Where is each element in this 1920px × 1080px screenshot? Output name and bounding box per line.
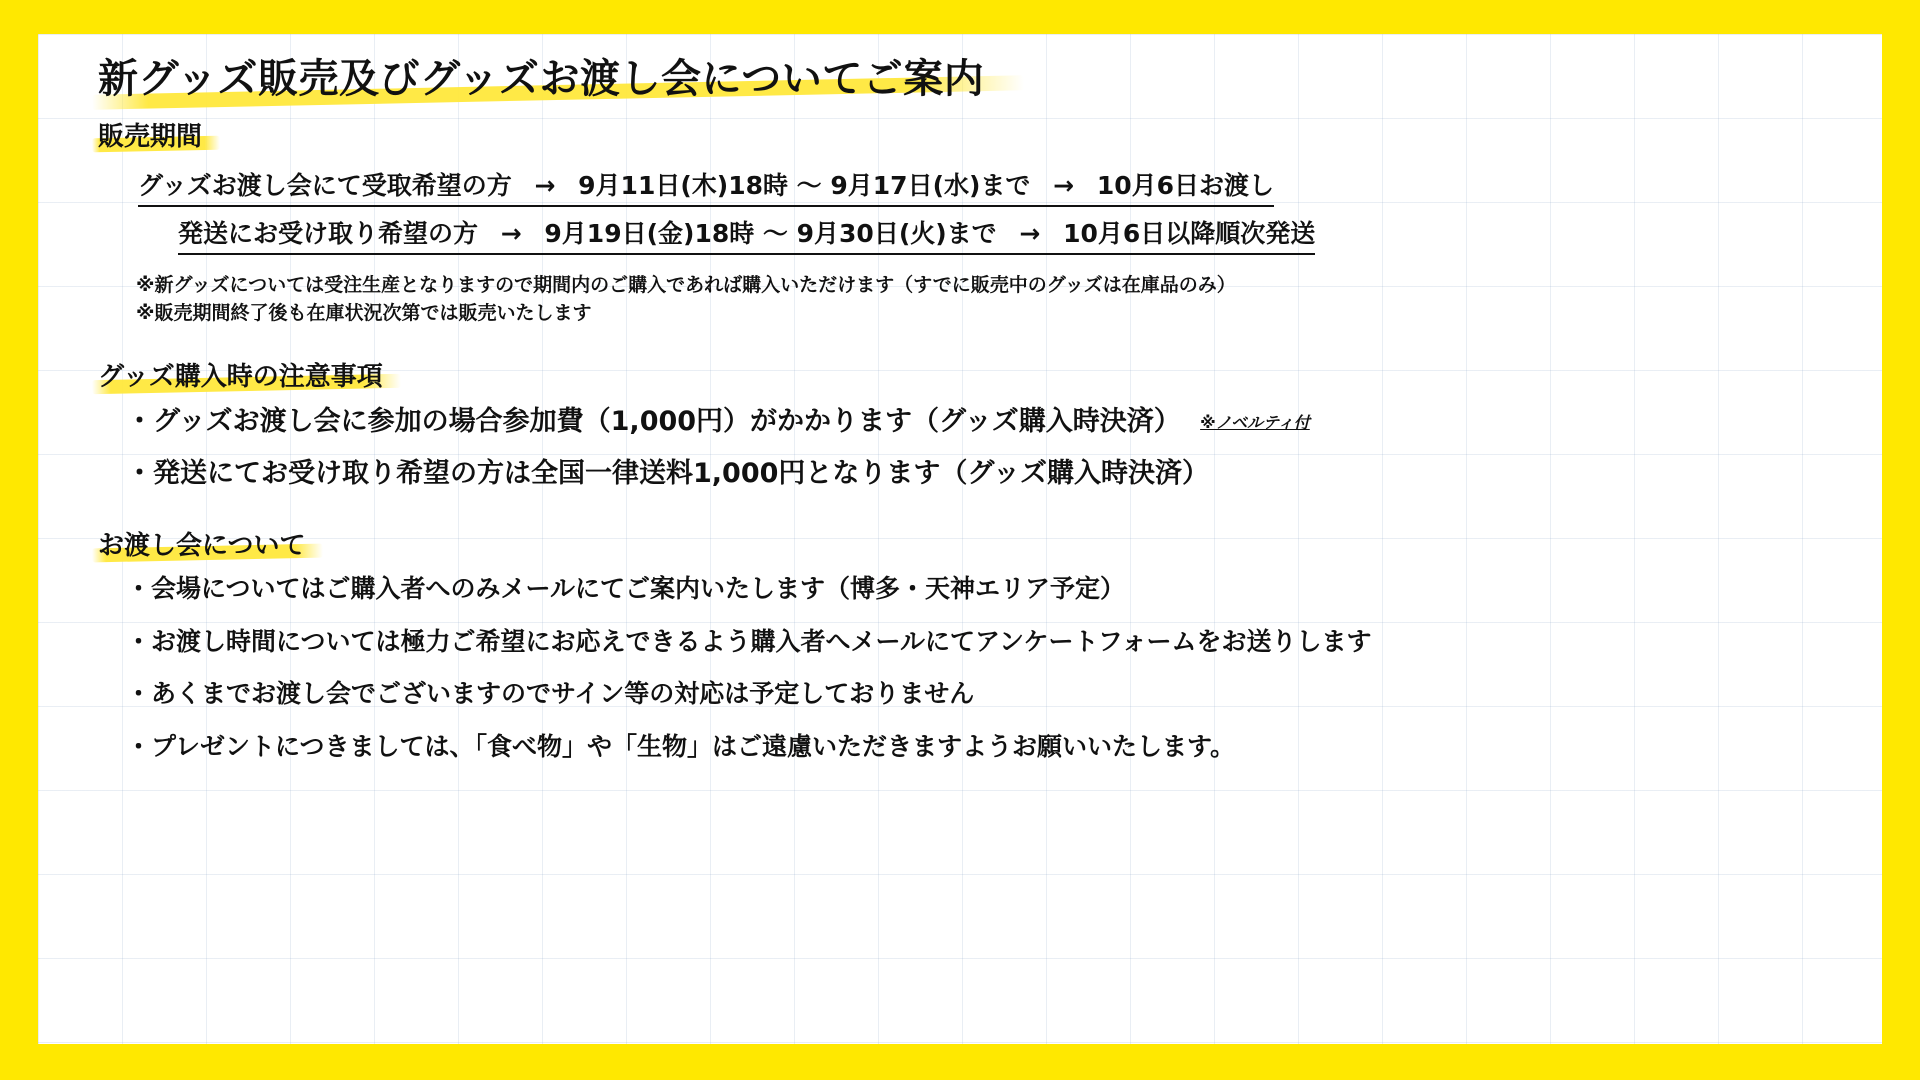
page-title: [98, 56, 1842, 102]
list-item-text: ・プレゼントにつきましては、「食べ物」や「生物」はご遠慮いただきますようお願いいたします。: [126, 732, 1236, 761]
note-line: ※販売期間終了後も在庫状況次第では販売いたします: [136, 302, 592, 325]
arrow-icon: →: [534, 171, 556, 201]
section-heading-sales-period: [98, 122, 1842, 153]
period-row-label: グッズお渡し会にて受取希望の方: [138, 171, 512, 201]
list-item: [126, 401, 1842, 443]
list-item-text: ・会場についてはご購入者へのみメールにてご案内いたします（博多・天神エリア予定）: [126, 573, 1126, 603]
period-row-result: 10月6日お渡し: [1096, 171, 1275, 201]
list-item-text: ・発送にてお受け取り希望の方は全国一律送料1,000円となります（グッズ購入時決済）: [126, 457, 1210, 489]
page-title-text: 新グッズ販売及びグッズお渡し会についてご案内: [98, 56, 985, 102]
list-item: [126, 728, 1842, 767]
list-item-text: ・お渡し時間については極力ご希望にお応えできるよう購入者へメールにてアンケートフォームをお送りします: [126, 626, 1372, 656]
arrow-icon: →: [500, 218, 522, 248]
document-content: [38, 34, 1882, 767]
section-heading-text: グッズ購入時の注意事項: [98, 361, 383, 392]
section-sales-period: [78, 122, 1842, 328]
document-sheet: [38, 34, 1882, 1044]
list-item-text: ・グッズお渡し会に参加の場合参加費（1,000円）がかかります（グッズ購入時決済）: [126, 405, 1181, 437]
note-line: ※新グッズについては受注生産となりますので期間内のご購入であれば購入いただけます（すでに販売中のグッズは在庫品のみ）: [136, 273, 1236, 296]
period-row: [138, 169, 1274, 207]
sales-period-notes: [78, 271, 1842, 328]
period-row-wrapper-2: [178, 207, 1842, 255]
period-row-period: 9月11日(木)18時 〜 9月17日(水)まで: [578, 171, 1031, 201]
handover-event-list: [78, 570, 1842, 767]
period-row-wrapper-1: [138, 159, 1842, 207]
list-item-supplement: ※ノベルティ付: [1200, 412, 1310, 432]
list-item: [126, 453, 1842, 495]
arrow-icon: →: [1053, 171, 1075, 201]
period-row-period: 9月19日(金)18時 〜 9月30日(火)まで: [544, 218, 997, 248]
section-heading-text: 販売期間: [98, 122, 203, 152]
section-handover-event: [78, 531, 1842, 767]
list-item: [126, 570, 1842, 609]
period-row-label: 発送にお受け取り希望の方: [178, 218, 479, 248]
period-row: [178, 217, 1315, 255]
section-heading-text: お渡し会について: [98, 530, 306, 561]
purchase-notice-list: [78, 401, 1842, 495]
period-row-result: 10月6日以降順次発送: [1063, 218, 1316, 248]
list-item: [126, 675, 1842, 714]
arrow-icon: →: [1019, 218, 1041, 248]
list-item-text: ・あくまでお渡し会でございますのでサイン等の対応は予定しておりません: [126, 679, 975, 709]
list-item: [126, 623, 1842, 662]
section-heading-purchase-notices: [98, 362, 1842, 393]
section-purchase-notices: [78, 362, 1842, 495]
section-heading-handover-event: [98, 531, 1842, 562]
